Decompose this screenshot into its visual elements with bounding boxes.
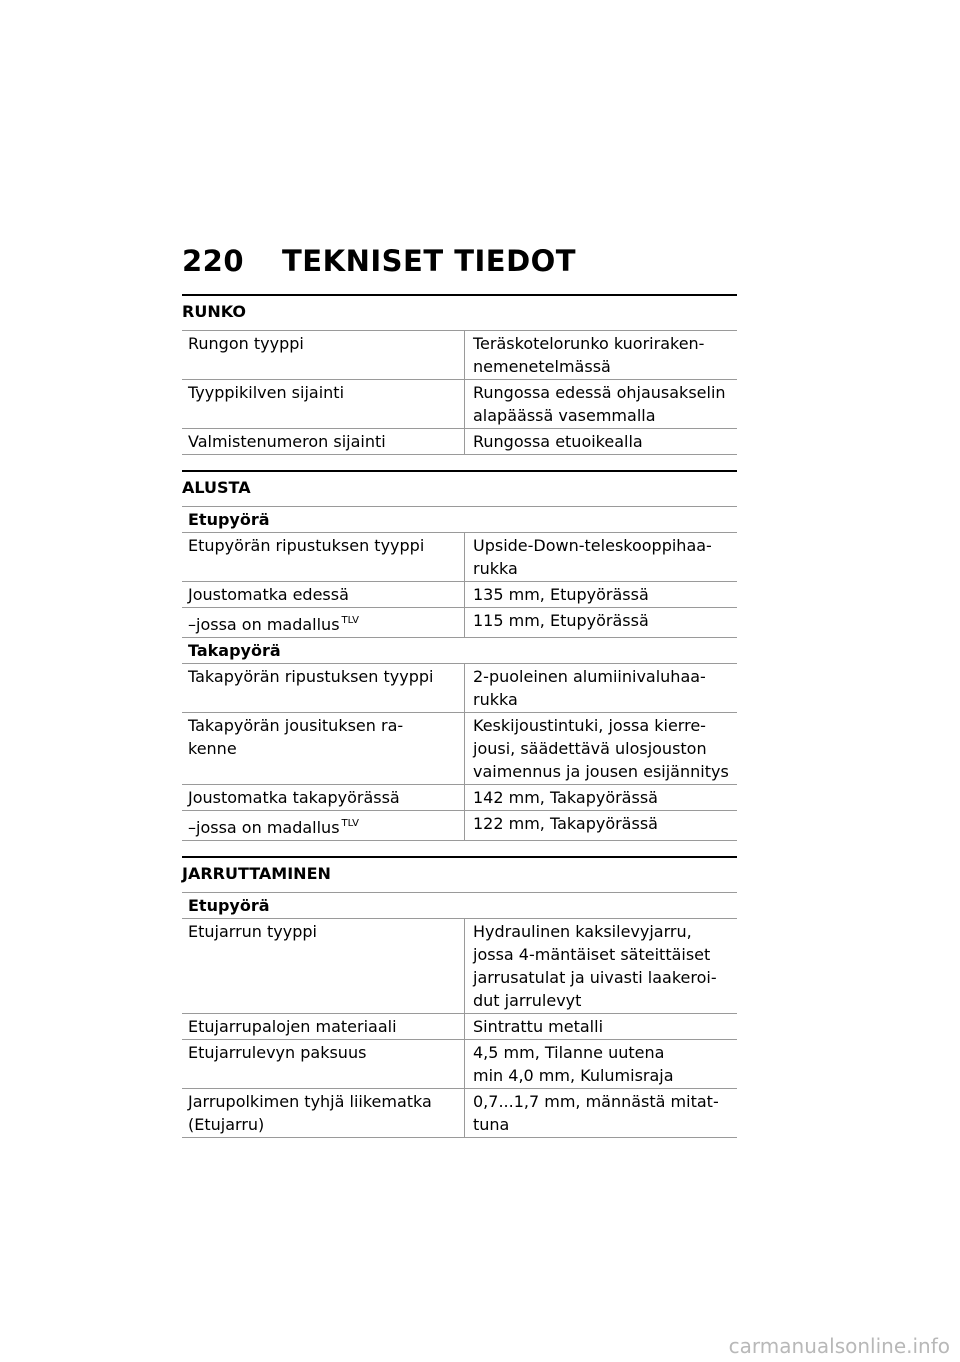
table-alusta-front bbox=[182, 532, 737, 637]
spec-label: Etujarrupalojen materiaali bbox=[182, 1014, 465, 1039]
spec-value: Rungossa edessä ohjausakselin alapäässä vasemmalla bbox=[473, 383, 726, 425]
spec-label: Tyyppikilven sijainti bbox=[182, 380, 465, 428]
spec-label: –jossa on madallus $^{TLV}$ bbox=[182, 608, 465, 637]
table-row bbox=[182, 712, 737, 784]
table-row bbox=[182, 607, 737, 637]
table-row bbox=[182, 379, 737, 428]
spec-value: 2-puoleinen alumiinivaluhaa- rukka bbox=[473, 667, 706, 709]
watermark: carmanualsonline.info bbox=[728, 1334, 950, 1358]
spec-value: 135 mm, Etupyörässä bbox=[473, 585, 649, 604]
subheader-etupyora: Etupyörä bbox=[182, 506, 737, 532]
table-jarruttaminen-front bbox=[182, 918, 737, 1138]
table-row bbox=[182, 532, 737, 581]
spec-label: –jossa on madallus $^{TLV}$ bbox=[182, 811, 465, 840]
table-row bbox=[182, 663, 737, 712]
spec-value: 115 mm, Etupyörässä bbox=[473, 611, 649, 630]
page-header bbox=[182, 244, 576, 278]
spec-value: Keskijoustintuki, jossa kierre- jousi, säädettävä ulosjouston vaimennus ja jousen esijännitys bbox=[473, 716, 729, 781]
table-row bbox=[182, 428, 737, 455]
table-alusta-rear bbox=[182, 663, 737, 841]
spec-label: Etupyörän ripustuksen tyyppi bbox=[182, 533, 465, 581]
spec-content bbox=[182, 294, 737, 1153]
superscript-note: TLV bbox=[341, 818, 359, 829]
table-row bbox=[182, 784, 737, 810]
page-number: 220 bbox=[182, 244, 245, 278]
section-title-alusta: ALUSTA bbox=[182, 470, 737, 506]
table-row bbox=[182, 1039, 737, 1088]
spec-label: Joustomatka takapyörässä bbox=[182, 785, 465, 810]
table-row bbox=[182, 918, 737, 1013]
spec-value: Teräskotelorunko kuoriraken- nemenetelmässä bbox=[473, 334, 705, 376]
table-runko bbox=[182, 330, 737, 455]
spec-label: Takapyörän jousituksen ra- kenne bbox=[182, 713, 465, 784]
table-row bbox=[182, 581, 737, 607]
spec-value: Sintrattu metalli bbox=[473, 1017, 604, 1036]
spec-value: 142 mm, Takapyörässä bbox=[473, 788, 658, 807]
spec-value: Rungossa etuoikealla bbox=[473, 432, 643, 451]
table-row bbox=[182, 1088, 737, 1138]
spec-label: Rungon tyyppi bbox=[182, 331, 465, 379]
section-alusta bbox=[182, 470, 737, 841]
spec-label: Valmistenumeron sijainti bbox=[182, 429, 465, 454]
page-title: TEKNISET TIEDOT bbox=[282, 244, 577, 278]
spec-value: Upside-Down-teleskooppihaa- rukka bbox=[473, 536, 712, 578]
section-title-jarruttaminen: JARRUTTAMINEN bbox=[182, 856, 737, 892]
superscript-note: TLV bbox=[341, 615, 359, 626]
spec-label: Etujarrun tyyppi bbox=[182, 919, 465, 1013]
section-jarruttaminen bbox=[182, 856, 737, 1138]
spec-label: Jarrupolkimen tyhjä liikematka (Etujarru) bbox=[182, 1089, 465, 1137]
spec-value: 4,5 mm, Tilanne uutena min 4,0 mm, Kulumisraja bbox=[473, 1043, 674, 1085]
table-row bbox=[182, 330, 737, 379]
table-row bbox=[182, 810, 737, 841]
spec-label: Joustomatka edessä bbox=[182, 582, 465, 607]
spec-value: Hydraulinen kaksilevyjarru, jossa 4-mäntäiset säteittäiset jarrusatulat ja uivasti laakeroi- dut jarrulevyt bbox=[473, 922, 717, 1010]
section-runko bbox=[182, 294, 737, 455]
spec-label: Etujarrulevyn paksuus bbox=[182, 1040, 465, 1088]
spec-label: Takapyörän ripustuksen tyyppi bbox=[182, 664, 465, 712]
subheader-takapyora: Takapyörä bbox=[182, 637, 737, 663]
section-title-runko: RUNKO bbox=[182, 294, 737, 330]
table-row bbox=[182, 1013, 737, 1039]
spec-value: 122 mm, Takapyörässä bbox=[473, 814, 658, 833]
subheader-jarru-etupyora: Etupyörä bbox=[182, 892, 737, 918]
spec-value: 0,7...1,7 mm, männästä mitat- tuna bbox=[473, 1092, 719, 1134]
